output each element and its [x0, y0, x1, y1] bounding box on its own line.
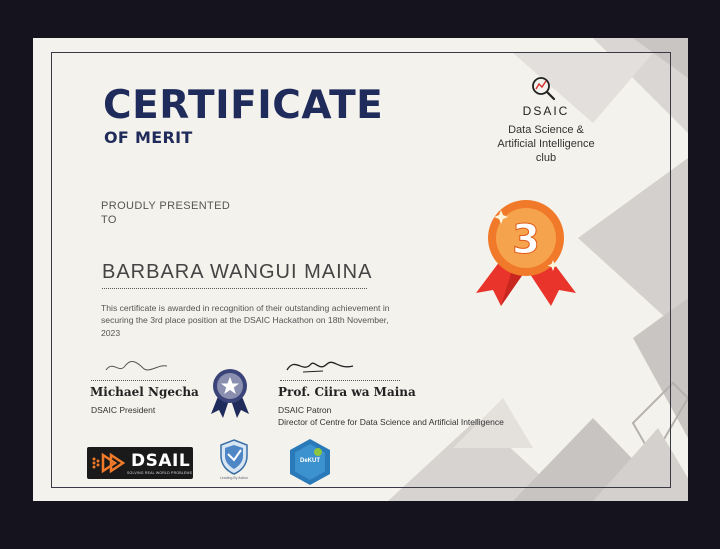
dsail-tagline: SOLVING REAL WORLD PROBLEMS: [127, 471, 193, 475]
certificate-title: CERTIFICATE: [103, 83, 384, 128]
signatory-2-name: Prof. Ciira wa Maina: [278, 385, 416, 399]
dsail-arrow-icon: [91, 453, 127, 473]
shield-logo-icon: [219, 438, 249, 476]
presented-label: PROUDLY PRESENTED TO: [101, 200, 231, 226]
signature-line-2: [280, 380, 400, 381]
recipient-underline: [102, 288, 367, 289]
signature-maina: [283, 354, 358, 378]
signatory-2-role: DSAIC Patron: [278, 405, 332, 415]
club-abbreviation: DSAIC: [522, 104, 570, 118]
shield-tagline: Leading By Action: [219, 476, 249, 480]
signature-ngecha: [103, 356, 173, 378]
recipient-name: BARBARA WANGUI MAINA: [102, 261, 373, 283]
magnifier-chart-icon: [529, 75, 557, 101]
dsail-logo-text: DSAIL: [131, 451, 191, 471]
medal-number: 3: [512, 217, 540, 263]
signatory-1-role: DSAIC President: [91, 405, 156, 415]
signatory-2-role-2: Director of Centre for Data Science and Artificial Intelligence: [278, 417, 504, 427]
signature-line-1: [91, 380, 186, 381]
dekut-logo-text: DeKUT: [299, 458, 320, 464]
dsail-logo: [87, 447, 193, 479]
signatory-1-name: Michael Ngecha: [90, 385, 199, 399]
club-name: Data Science & Artificial Intelligence club: [497, 124, 595, 164]
award-badge-icon: [209, 368, 251, 420]
third-place-medal-icon: [471, 198, 581, 323]
award-description: This certificate is awarded in recognition of their outstanding achievement in securing the 3rd place position at the DSAIC Hackathon on 18th November, 2023: [101, 303, 390, 338]
certificate-subtitle: OF MERIT: [104, 128, 193, 147]
certificate-paper: [33, 38, 688, 501]
